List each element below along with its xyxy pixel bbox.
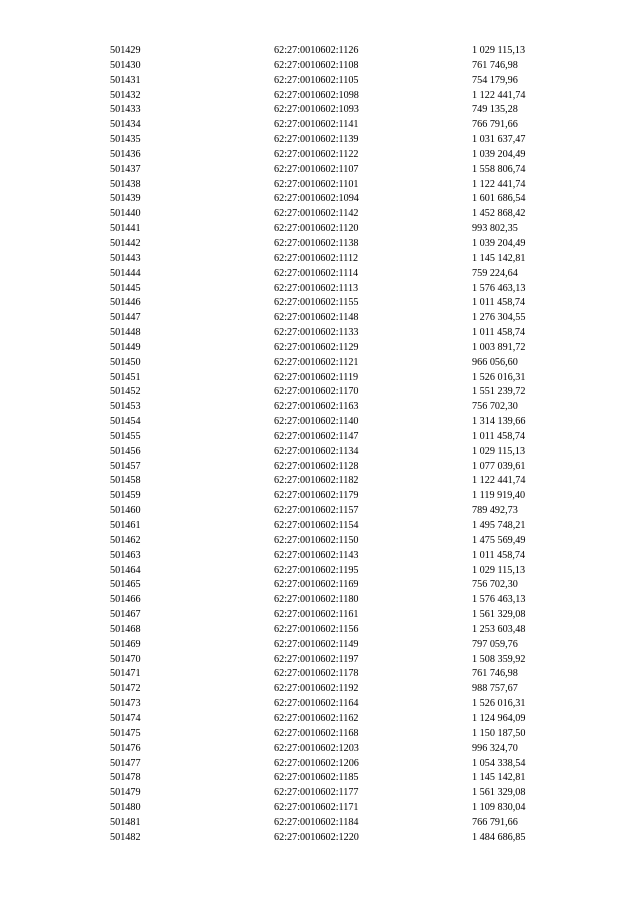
cadastral-value-cell: 1 561 329,08 <box>472 787 526 799</box>
table-row <box>110 771 560 786</box>
cadastral-value-cell: 1 077 039,61 <box>472 460 526 472</box>
row-number-cell: 501448 <box>110 327 141 339</box>
row-number-cell: 501480 <box>110 802 141 814</box>
cadastral-value-cell: 1 452 868,42 <box>472 208 526 220</box>
cadastral-value-cell: 756 702,30 <box>472 401 518 413</box>
cadastral-number-cell: 62:27:0010602:1206 <box>274 757 359 769</box>
cadastral-number-cell: 62:27:0010602:1138 <box>274 237 359 249</box>
row-number-cell: 501482 <box>110 831 141 843</box>
cadastral-value-cell: 1 029 115,13 <box>472 45 526 56</box>
table-row <box>110 593 560 608</box>
row-number-cell: 501478 <box>110 772 141 784</box>
row-number-cell: 501469 <box>110 638 141 650</box>
cadastral-value-cell: 1 039 204,49 <box>472 148 526 160</box>
row-number-cell: 501472 <box>110 683 141 695</box>
cadastral-value-cell: 766 791,66 <box>472 119 518 131</box>
cadastral-value-cell: 1 011 458,74 <box>472 297 526 309</box>
cadastral-number-cell: 62:27:0010602:1168 <box>274 727 359 739</box>
table-row <box>110 504 560 519</box>
table-row <box>110 786 560 801</box>
table-row <box>110 653 560 668</box>
cadastral-value-cell: 1 109 830,04 <box>472 802 526 814</box>
cadastral-number-cell: 62:27:0010602:1154 <box>274 520 359 531</box>
cadastral-number-cell: 62:27:0010602:1143 <box>274 549 359 561</box>
table-row <box>110 385 560 400</box>
table-row <box>110 163 560 178</box>
cadastral-number-cell: 62:27:0010602:1178 <box>274 668 359 680</box>
cadastral-number-cell: 62:27:0010602:1195 <box>274 564 359 576</box>
table-row <box>110 623 560 638</box>
table-row <box>110 371 560 386</box>
cadastral-number-cell: 62:27:0010602:1161 <box>274 609 359 621</box>
cadastral-number-cell: 62:27:0010602:1179 <box>274 490 359 502</box>
cadastral-value-cell: 996 324,70 <box>472 742 518 754</box>
cadastral-number-cell: 62:27:0010602:1171 <box>274 802 359 814</box>
cadastral-number-cell: 62:27:0010602:1220 <box>274 831 359 843</box>
cadastral-value-cell: 749 135,28 <box>472 104 518 116</box>
row-number-cell: 501445 <box>110 282 141 294</box>
table-row <box>110 89 560 104</box>
table-row <box>110 742 560 757</box>
cadastral-number-cell: 62:27:0010602:1169 <box>274 579 359 591</box>
cadastral-value-cell: 1 124 964,09 <box>472 712 526 724</box>
row-number-cell: 501430 <box>110 59 141 71</box>
cadastral-value-cell: 1 145 142,81 <box>472 772 526 784</box>
cadastral-value-cell: 993 802,35 <box>472 223 518 235</box>
cadastral-number-cell: 62:27:0010602:1148 <box>274 312 359 324</box>
row-number-cell: 501460 <box>110 505 141 517</box>
cadastral-value-cell: 1 029 115,13 <box>472 564 526 576</box>
cadastral-number-cell: 62:27:0010602:1114 <box>274 267 359 279</box>
cadastral-number-cell: 62:27:0010602:1140 <box>274 416 359 428</box>
table-row <box>110 282 560 297</box>
cadastral-value-cell: 756 702,30 <box>472 579 518 591</box>
table-row <box>110 192 560 207</box>
cadastral-number-cell: 62:27:0010602:1180 <box>274 594 359 606</box>
cadastral-value-cell: 1 314 139,66 <box>472 416 526 428</box>
cadastral-value-cell: 1 122 441,74 <box>472 178 526 190</box>
row-number-cell: 501446 <box>110 297 141 309</box>
table-row <box>110 296 560 311</box>
cadastral-number-cell: 62:27:0010602:1134 <box>274 445 359 457</box>
cadastral-value-cell: 754 179,96 <box>472 74 518 86</box>
table-row <box>110 608 560 623</box>
cadastral-number-cell: 62:27:0010602:1139 <box>274 134 359 146</box>
cadastral-value-cell: 1 150 187,50 <box>472 727 526 739</box>
cadastral-value-cell: 1 054 338,54 <box>472 757 526 769</box>
row-number-cell: 501438 <box>110 178 141 190</box>
cadastral-number-cell: 62:27:0010602:1121 <box>274 356 359 368</box>
row-number-cell: 501481 <box>110 816 141 828</box>
row-number-cell: 501456 <box>110 445 141 457</box>
table-row <box>110 801 560 816</box>
table-row <box>110 178 560 193</box>
cadastral-value-cell: 1 526 016,31 <box>472 371 526 383</box>
cadastral-value-cell: 1 276 304,55 <box>472 312 526 324</box>
row-number-cell: 501468 <box>110 623 141 635</box>
cadastral-value-cell: 1 495 748,21 <box>472 520 526 531</box>
row-number-cell: 501441 <box>110 223 141 235</box>
row-number-cell: 501461 <box>110 520 141 531</box>
table-row <box>110 415 560 430</box>
table-row <box>110 489 560 504</box>
row-number-cell: 501451 <box>110 371 141 383</box>
cadastral-number-cell: 62:27:0010602:1149 <box>274 638 359 650</box>
row-number-cell: 501452 <box>110 386 141 398</box>
cadastral-value-cell: 1 253 603,48 <box>472 623 526 635</box>
row-number-cell: 501463 <box>110 549 141 561</box>
cadastral-number-cell: 62:27:0010602:1177 <box>274 787 359 799</box>
cadastral-value-cell: 1 508 359,92 <box>472 653 526 665</box>
cadastral-number-cell: 62:27:0010602:1107 <box>274 163 359 175</box>
table-row <box>110 44 560 59</box>
cadastral-number-cell: 62:27:0010602:1164 <box>274 698 359 710</box>
cadastral-value-cell: 1 576 463,13 <box>472 594 526 606</box>
cadastral-number-cell: 62:27:0010602:1122 <box>274 148 359 160</box>
cadastral-value-cell: 1 122 441,74 <box>472 475 526 487</box>
cadastral-number-cell: 62:27:0010602:1101 <box>274 178 359 190</box>
cadastral-number-cell: 62:27:0010602:1119 <box>274 371 359 383</box>
cadastral-value-cell: 1 601 686,54 <box>472 193 526 205</box>
cadastral-number-cell: 62:27:0010602:1162 <box>274 712 359 724</box>
row-number-cell: 501464 <box>110 564 141 576</box>
table-row <box>110 118 560 133</box>
cadastral-number-cell: 62:27:0010602:1182 <box>274 475 359 487</box>
table-row <box>110 549 560 564</box>
row-number-cell: 501433 <box>110 104 141 116</box>
table-row <box>110 727 560 742</box>
row-number-cell: 501435 <box>110 134 141 146</box>
cadastral-value-cell: 1 526 016,31 <box>472 698 526 710</box>
table-row <box>110 59 560 74</box>
cadastral-value-cell: 1 484 686,85 <box>472 831 526 843</box>
row-number-cell: 501429 <box>110 45 141 56</box>
cadastral-number-cell: 62:27:0010602:1133 <box>274 327 359 339</box>
row-number-cell: 501458 <box>110 475 141 487</box>
cadastral-number-cell: 62:27:0010602:1157 <box>274 505 359 517</box>
table-row <box>110 697 560 712</box>
table-row <box>110 207 560 222</box>
row-number-cell: 501434 <box>110 119 141 131</box>
cadastral-value-cell: 1 558 806,74 <box>472 163 526 175</box>
table-row <box>110 267 560 282</box>
table-row <box>110 326 560 341</box>
table-row <box>110 638 560 653</box>
row-number-cell: 501455 <box>110 430 141 442</box>
cadastral-value-cell: 766 791,66 <box>472 816 518 828</box>
cadastral-number-cell: 62:27:0010602:1142 <box>274 208 359 220</box>
table-row <box>110 460 560 475</box>
row-number-cell: 501471 <box>110 668 141 680</box>
table-row <box>110 564 560 579</box>
cadastral-value-cell: 1 011 458,74 <box>472 430 526 442</box>
cadastral-number-cell: 62:27:0010602:1192 <box>274 683 359 695</box>
table-body <box>110 44 560 846</box>
row-number-cell: 501440 <box>110 208 141 220</box>
cadastral-value-cell: 759 224,64 <box>472 267 518 279</box>
table-row <box>110 133 560 148</box>
table-row <box>110 356 560 371</box>
cadastral-value-cell: 1 029 115,13 <box>472 445 526 457</box>
row-number-cell: 501470 <box>110 653 141 665</box>
cadastral-number-cell: 62:27:0010602:1156 <box>274 623 359 635</box>
table-row <box>110 712 560 727</box>
table-row <box>110 74 560 89</box>
table-row <box>110 400 560 415</box>
row-number-cell: 501431 <box>110 74 141 86</box>
cadastral-value-cell: 1 551 239,72 <box>472 386 526 398</box>
cadastral-number-cell: 62:27:0010602:1170 <box>274 386 359 398</box>
row-number-cell: 501473 <box>110 698 141 710</box>
table-row <box>110 341 560 356</box>
table-row <box>110 474 560 489</box>
cadastral-value-cell: 789 492,73 <box>472 505 518 517</box>
cadastral-value-table <box>110 44 560 846</box>
table-row <box>110 237 560 252</box>
cadastral-number-cell: 62:27:0010602:1163 <box>274 401 359 413</box>
cadastral-number-cell: 62:27:0010602:1126 <box>274 45 359 56</box>
cadastral-value-cell: 1 145 142,81 <box>472 252 526 264</box>
cadastral-value-cell: 1 576 463,13 <box>472 282 526 294</box>
cadastral-number-cell: 62:27:0010602:1155 <box>274 297 359 309</box>
cadastral-value-cell: 1 475 569,49 <box>472 534 526 546</box>
row-number-cell: 501465 <box>110 579 141 591</box>
row-number-cell: 501477 <box>110 757 141 769</box>
row-number-cell: 501466 <box>110 594 141 606</box>
table-row <box>110 534 560 549</box>
cadastral-number-cell: 62:27:0010602:1197 <box>274 653 359 665</box>
row-number-cell: 501436 <box>110 148 141 160</box>
row-number-cell: 501444 <box>110 267 141 279</box>
table-row <box>110 831 560 846</box>
table-row <box>110 667 560 682</box>
row-number-cell: 501439 <box>110 193 141 205</box>
row-number-cell: 501474 <box>110 712 141 724</box>
row-number-cell: 501450 <box>110 356 141 368</box>
cadastral-number-cell: 62:27:0010602:1113 <box>274 282 359 294</box>
cadastral-number-cell: 62:27:0010602:1098 <box>274 89 359 101</box>
cadastral-number-cell: 62:27:0010602:1184 <box>274 816 359 828</box>
table-row <box>110 578 560 593</box>
table-row <box>110 430 560 445</box>
cadastral-value-cell: 1 119 919,40 <box>472 490 526 502</box>
row-number-cell: 501459 <box>110 490 141 502</box>
cadastral-number-cell: 62:27:0010602:1185 <box>274 772 359 784</box>
cadastral-number-cell: 62:27:0010602:1203 <box>274 742 359 754</box>
table-row <box>110 148 560 163</box>
cadastral-value-cell: 797 059,76 <box>472 638 518 650</box>
cadastral-value-cell: 988 757,67 <box>472 683 518 695</box>
table-row <box>110 311 560 326</box>
cadastral-value-cell: 1 003 891,72 <box>472 341 526 353</box>
row-number-cell: 501454 <box>110 416 141 428</box>
cadastral-number-cell: 62:27:0010602:1093 <box>274 104 359 116</box>
row-number-cell: 501442 <box>110 237 141 249</box>
row-number-cell: 501467 <box>110 609 141 621</box>
row-number-cell: 501447 <box>110 312 141 324</box>
cadastral-value-cell: 1 011 458,74 <box>472 327 526 339</box>
table-row <box>110 222 560 237</box>
table-row <box>110 252 560 267</box>
cadastral-value-cell: 966 056,60 <box>472 356 518 368</box>
table-row <box>110 103 560 118</box>
row-number-cell: 501437 <box>110 163 141 175</box>
row-number-cell: 501479 <box>110 787 141 799</box>
table-row <box>110 519 560 534</box>
cadastral-value-cell: 1 122 441,74 <box>472 89 526 101</box>
cadastral-value-cell: 1 039 204,49 <box>472 237 526 249</box>
cadastral-number-cell: 62:27:0010602:1108 <box>274 59 359 71</box>
cadastral-value-cell: 1 561 329,08 <box>472 609 526 621</box>
row-number-cell: 501475 <box>110 727 141 739</box>
row-number-cell: 501476 <box>110 742 141 754</box>
cadastral-number-cell: 62:27:0010602:1120 <box>274 223 359 235</box>
row-number-cell: 501432 <box>110 89 141 101</box>
cadastral-value-cell: 1 011 458,74 <box>472 549 526 561</box>
cadastral-number-cell: 62:27:0010602:1150 <box>274 534 359 546</box>
cadastral-value-cell: 1 031 637,47 <box>472 134 526 146</box>
row-number-cell: 501462 <box>110 534 141 546</box>
cadastral-number-cell: 62:27:0010602:1141 <box>274 119 359 131</box>
row-number-cell: 501443 <box>110 252 141 264</box>
cadastral-value-cell: 761 746,98 <box>472 59 518 71</box>
row-number-cell: 501449 <box>110 341 141 353</box>
row-number-cell: 501457 <box>110 460 141 472</box>
cadastral-number-cell: 62:27:0010602:1112 <box>274 252 359 264</box>
cadastral-value-cell: 761 746,98 <box>472 668 518 680</box>
row-number-cell: 501453 <box>110 401 141 413</box>
cadastral-number-cell: 62:27:0010602:1094 <box>274 193 359 205</box>
table-row <box>110 757 560 772</box>
cadastral-number-cell: 62:27:0010602:1105 <box>274 74 359 86</box>
cadastral-number-cell: 62:27:0010602:1129 <box>274 341 359 353</box>
table-row <box>110 816 560 831</box>
table-row <box>110 682 560 697</box>
table-row <box>110 445 560 460</box>
cadastral-number-cell: 62:27:0010602:1128 <box>274 460 359 472</box>
cadastral-number-cell: 62:27:0010602:1147 <box>274 430 359 442</box>
